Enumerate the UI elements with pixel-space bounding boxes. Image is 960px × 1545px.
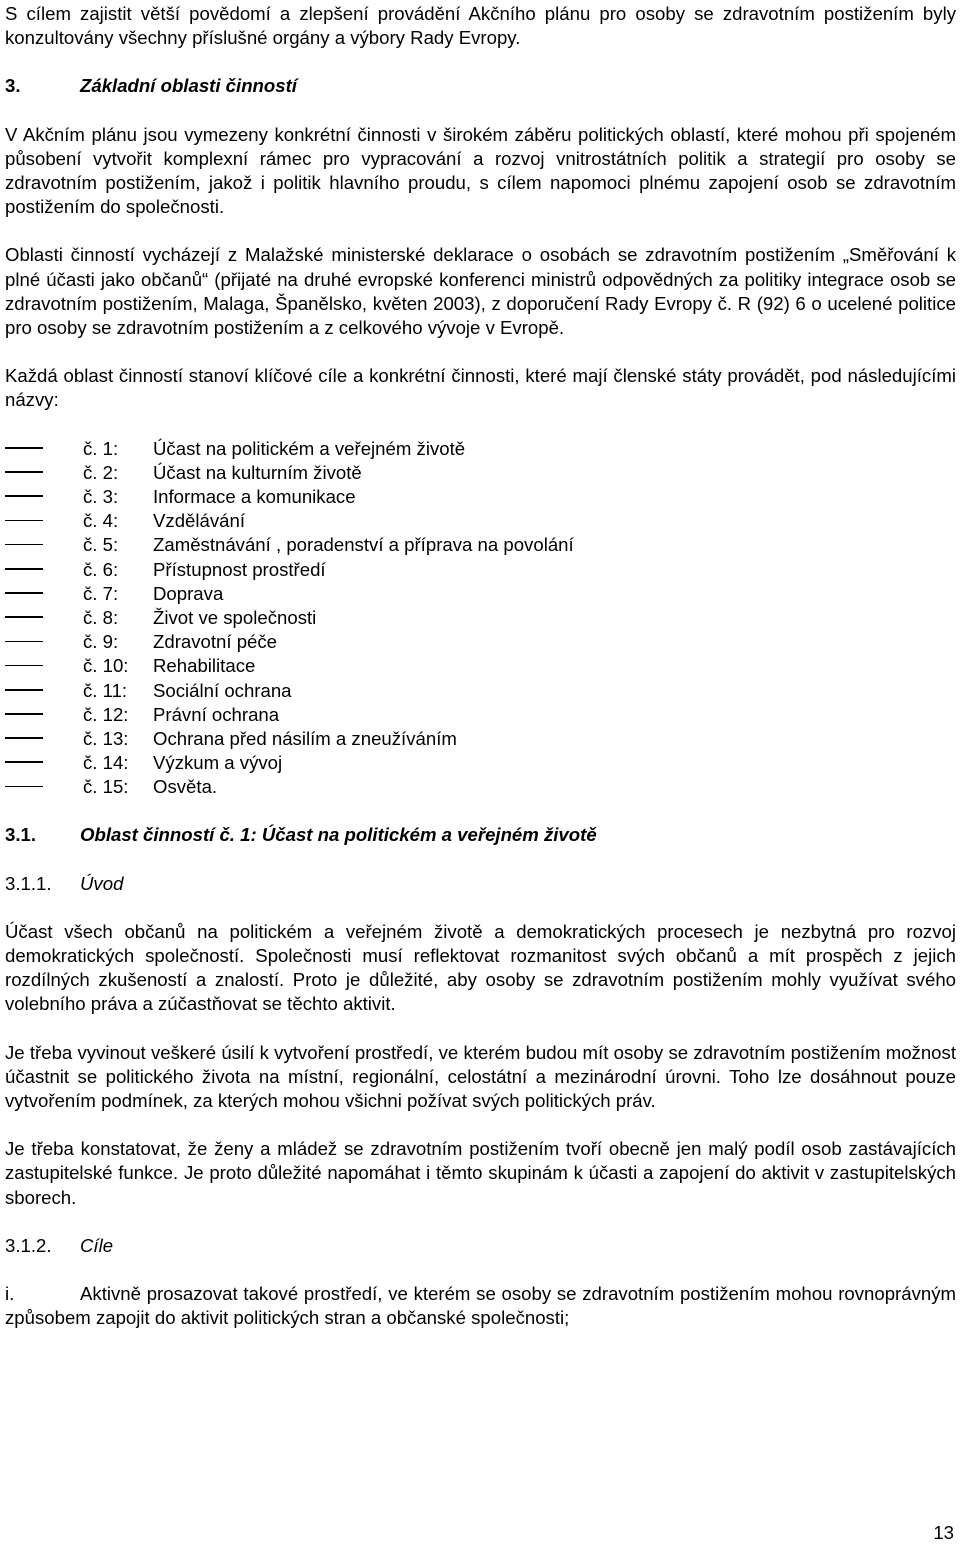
area-code: č. 11: [83,679,128,701]
area-code: č. 7: [83,582,119,604]
section-3-1-2-number: 3.1.2. [5,1234,52,1256]
paragraph-2-before: Oblasti činností vycházejí z Malažské ministerské deklarace o osobách se zdravotním postižením [5,244,843,266]
area-name: Informace a komunikace [153,486,356,508]
goal-i-paragraph [5,1282,956,1330]
area-name: Účast na kulturním životě [153,461,362,483]
area-list-item [5,606,956,630]
area-name: Ochrana před násilím a zneužíváním [153,727,457,749]
section-3-1-title: Oblast činností č. 1: Účast na politickém a veřejném životě [80,824,597,846]
area-code: č. 14: [83,752,129,774]
section-3-1-2-heading [5,1234,956,1258]
dash-bullet-icon [5,592,43,594]
area-name: Život ve společnosti [153,606,317,628]
dash-bullet-icon [5,520,43,522]
area-code: č. 3: [83,486,119,508]
area-list-item [5,775,956,799]
goal-i-text: Aktivně prosazovat takové prostředí, ve kterém se osoby se zdravotním postižením mohou rovnoprávným způsobem zapojit do aktivit politických stran a občanské společnosti; [5,1283,956,1329]
area-name: Doprava [153,582,224,604]
paragraph-4: Účast všech občanů na politickém a veřejném životě a demokratických procesech je nezbytná pro rozvoj demokratických společností. Společnosti musí reflektovat rozmanitost svých občanů a mít prospěch z jejich rozdílných zkušeností a znalostí. Proto je důležité, aby osoby se zdravotním postižením mohly využívat svého volebního práva a zúčastňovat se těchto aktivit. [5,920,956,1015]
area-list-item [5,461,956,485]
area-list-item [5,509,956,533]
area-code: č. 13: [83,727,129,749]
section-3-number: 3. [5,75,21,97]
dash-bullet-icon [5,713,43,715]
section-3-1-number: 3.1. [5,824,37,846]
area-code: č. 15: [83,776,129,798]
area-name: Účast na politickém a veřejném životě [153,437,466,459]
area-code: č. 1: [83,437,119,459]
paragraph-2-after: (přijaté na druhé evropské konferenci ministrů odpovědných za politiky integrace osob se zdravotním postižením, Malaga, Španělsko, květen 2003), z doporučení Rady Evropy č. R (92) 6 o ucelené politice pro osoby se zdravotním postižením a z celkového vývoje v Evropě. [5,268,956,339]
section-3-1-1-title: Úvod [80,872,124,894]
area-name: Osvěta. [153,776,218,798]
dash-bullet-icon [5,665,43,667]
area-code: č. 12: [83,703,129,725]
goal-i-number: i. [5,1283,15,1305]
paragraph-1: V Akčním plánu jsou vymezeny konkrétní činnosti v širokém záběru politických oblastí, které mohou při spojeném působení vytvořit komplexní rámec pro vypracování a rozvoj vnitrostátních politik a strategií pro osoby se zdravotním postižením, jakož i politik hlavního proudu, s cílem napomoci plnému zapojení osob se zdravotním postižením do společnosti. [5,123,956,218]
area-code: č. 4: [83,510,119,532]
area-name: Zaměstnávání , poradenství a příprava na povolání [153,534,574,556]
area-list-item [5,533,956,557]
dash-bullet-icon [5,568,43,570]
dash-bullet-icon [5,471,43,473]
dash-bullet-icon [5,737,43,739]
section-3-1-heading [5,823,956,847]
dash-bullet-icon [5,761,43,763]
paragraph-2 [5,243,956,340]
area-list-item [5,703,956,727]
dash-bullet-icon [5,689,43,691]
area-list-item [5,582,956,606]
area-list-item [5,654,956,678]
paragraph-2-quote: „Směřování k plné účasti jako občanů“ [5,244,956,290]
area-list-item [5,751,956,775]
paragraph-3: Každá oblast činností stanoví klíčové cíle a konkrétní činnosti, které mají členské státy provádět, pod následujícími názvy: [5,365,956,411]
area-list-item [5,558,956,582]
area-code: č. 2: [83,461,119,483]
document-page [5,2,956,1331]
area-code: č. 8: [83,606,119,628]
area-name: Výzkum a vývoj [153,752,283,774]
section-3-1-1-heading [5,872,956,896]
areas-list [5,437,956,800]
area-code: č. 10: [83,655,129,677]
area-list-item [5,485,956,509]
area-list-item [5,437,956,461]
paragraph-5: Je třeba vyvinout veškeré úsilí k vytvoření prostředí, ve kterém budou mít osoby se zdravotním postižením možnost účastnit se politického života na místní, regionální, celostátní a mezinárodní úrovni. Toho lze dosáhnout pouze vytvořením podmínek, za kterých mohou všichni požívat svých politických práv. [5,1041,956,1112]
area-name: Vzdělávání [153,510,245,532]
area-code: č. 9: [83,631,119,653]
area-name: Přístupnost prostředí [153,558,326,580]
area-list-item [5,679,956,703]
paragraph-6: Je třeba konstatovat, že ženy a mládež se zdravotním postižením tvoří obecně jen malý podíl osob zastávajících zastupitelské funkce. Je proto důležité napomáhat i těmto skupinám k účasti a zapojení do aktivit v zastupitelských sborech. [5,1138,956,1208]
dash-bullet-icon [5,616,43,618]
area-list-item [5,630,956,654]
section-3-1-1-number: 3.1.1. [5,872,52,894]
section-3-1-2-title: Cíle [80,1234,114,1256]
area-list-item [5,727,956,751]
area-name: Rehabilitace [153,655,256,677]
dash-bullet-icon [5,544,43,546]
area-name: Právní ochrana [153,703,280,725]
area-name: Sociální ochrana [153,679,292,701]
dash-bullet-icon [5,495,43,497]
dash-bullet-icon [5,447,43,449]
area-code: č. 6: [83,558,119,580]
intro-paragraph: S cílem zajistit větší povědomí a zlepšení provádění Akčního plánu pro osoby se zdravotním postižením byly konzultovány všechny příslušné orgány a výbory Rady Evropy. [5,3,956,49]
dash-bullet-icon [5,641,43,643]
area-name: Zdravotní péče [153,631,278,653]
section-3-title: Základní oblasti činností [80,75,297,97]
area-code: č. 5: [83,534,119,556]
page-number: 13 [933,1522,954,1543]
section-3-heading [5,74,956,98]
dash-bullet-icon [5,786,43,788]
